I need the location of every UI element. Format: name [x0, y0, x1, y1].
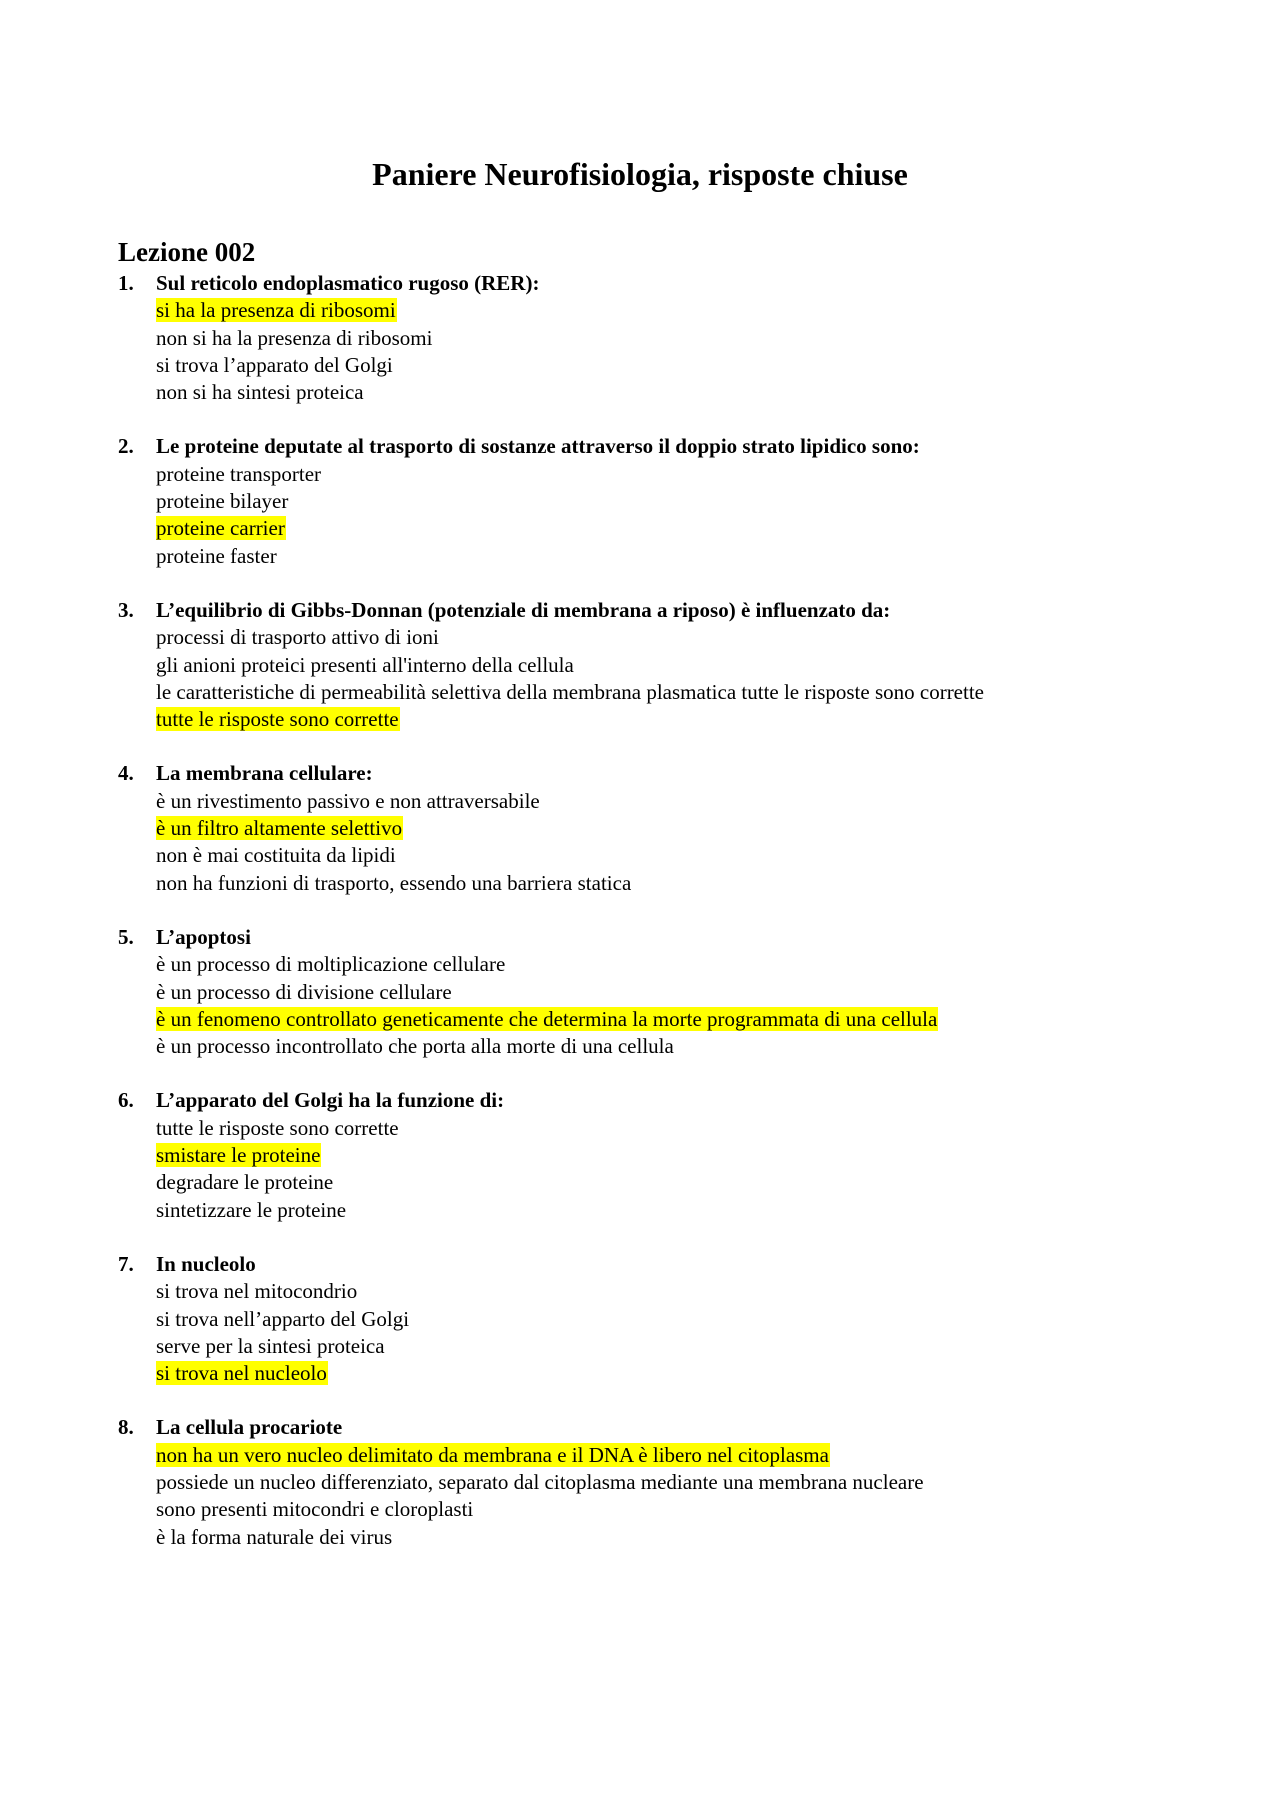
answer-text: possiede un nucleo differenziato, separato dal citoplasma mediante una membrana nucleare [156, 1469, 924, 1494]
question-text: Le proteine deputate al trasporto di sostanze attraverso il doppio strato lipidico sono: [156, 434, 920, 459]
answer-text: gli anioni proteici presenti all'interno della cellula [156, 652, 574, 677]
answer-option [156, 951, 1176, 978]
answer-text: è un rivestimento passivo e non attraversabile [156, 788, 540, 813]
answer-list [0, 1115, 1280, 1224]
question-number: 6. [118, 1088, 134, 1113]
question-item [0, 1251, 1280, 1387]
answer-option-correct [156, 1142, 1176, 1169]
answer-option-correct [156, 515, 1176, 542]
answer-text: non si ha sintesi proteica [156, 380, 364, 405]
highlighted-answer-text: proteine carrier [156, 516, 285, 541]
answer-option [156, 1469, 1176, 1496]
highlighted-answer-text: tutte le risposte sono corrette [156, 707, 399, 732]
answer-option [156, 1197, 1176, 1224]
question-text: La cellula procariote [156, 1415, 343, 1440]
question-item [0, 1414, 1280, 1550]
answer-option [156, 870, 1176, 897]
answer-option [156, 352, 1176, 379]
answer-list [0, 788, 1280, 897]
highlighted-answer-text: smistare le proteine [156, 1143, 321, 1168]
question-item [0, 433, 1280, 569]
answer-option [156, 379, 1176, 406]
answer-option [156, 1496, 1176, 1523]
answer-list [0, 297, 1280, 406]
answer-option [156, 679, 1176, 706]
question-number: 2. [118, 434, 134, 459]
answer-option-correct [156, 1360, 1176, 1387]
answer-option [156, 1524, 1176, 1551]
answer-text: non è mai costituita da lipidi [156, 843, 396, 868]
answer-option [156, 1278, 1176, 1305]
answer-option [156, 543, 1176, 570]
answer-option [156, 624, 1176, 651]
question-text: L’apparato del Golgi ha la funzione di: [156, 1088, 505, 1113]
answer-option [156, 1115, 1176, 1142]
answer-text: è un processo di moltiplicazione cellulare [156, 952, 506, 977]
answer-option [156, 488, 1176, 515]
answer-list [0, 624, 1280, 733]
lesson-heading: Lezione 002 [118, 237, 256, 267]
question-item [0, 924, 1280, 1060]
answer-text: si trova nel mitocondrio [156, 1279, 358, 1304]
question-number: 1. [118, 271, 134, 295]
question-number: 3. [118, 597, 134, 622]
answer-text: si trova nell’apparto del Golgi [156, 1306, 410, 1331]
answer-option [156, 652, 1176, 679]
answer-option [156, 325, 1176, 352]
answer-text: è un processo di divisione cellulare [156, 979, 452, 1004]
answer-option-correct [156, 1006, 1176, 1033]
answer-text: degradare le proteine [156, 1170, 334, 1195]
answer-text: si trova l’apparato del Golgi [156, 352, 393, 377]
answer-text: proteine transporter [156, 461, 322, 486]
answer-text: è la forma naturale dei virus [156, 1524, 393, 1549]
question-item [0, 760, 1280, 896]
question-text: L’apoptosi [156, 924, 251, 949]
answer-text: processi di trasporto attivo di ioni [156, 625, 439, 650]
highlighted-answer-text: è un fenomeno controllato geneticamente che determina la morte programmata di una cellula [156, 1006, 938, 1031]
question-number: 8. [118, 1415, 134, 1440]
answer-option [156, 979, 1176, 1006]
answer-option-correct [156, 1442, 1176, 1469]
answer-list [0, 1278, 1280, 1387]
answer-text: tutte le risposte sono corrette [156, 1115, 399, 1140]
answer-list [0, 461, 1280, 570]
answer-option [156, 1169, 1176, 1196]
answer-option [156, 1033, 1176, 1060]
question-number: 5. [118, 924, 134, 949]
question-text: La membrana cellulare: [156, 761, 373, 786]
answer-option [156, 1306, 1176, 1333]
answer-list [0, 1442, 1280, 1551]
question-number: 4. [118, 761, 134, 786]
highlighted-answer-text: si ha la presenza di ribosomi [156, 298, 396, 323]
question-text: In nucleolo [156, 1251, 256, 1276]
answer-option-correct [156, 706, 1176, 733]
question-text: L’equilibrio di Gibbs-Donnan (potenziale di membrana a riposo) è influenzato da: [156, 597, 891, 622]
answer-text: sintetizzare le proteine [156, 1197, 347, 1222]
question-text: Sul reticolo endoplasmatico rugoso (RER): [156, 271, 540, 295]
answer-text: serve per la sintesi proteica [156, 1333, 385, 1358]
question-item [0, 597, 1280, 733]
highlighted-answer-text: si trova nel nucleolo [156, 1361, 327, 1386]
answer-option [156, 1333, 1176, 1360]
answer-option-correct [156, 815, 1176, 842]
question-item [0, 270, 1280, 406]
answer-list [0, 951, 1280, 1060]
answer-text: non si ha la presenza di ribosomi [156, 325, 433, 350]
answer-text: le caratteristiche di permeabilità selettiva della membrana plasmatica tutte le risposte sono corrette [156, 679, 984, 704]
answer-text: proteine bilayer [156, 489, 289, 514]
answer-text: non ha funzioni di trasporto, essendo una barriera statica [156, 870, 632, 895]
question-number: 7. [118, 1251, 134, 1276]
page-title: Paniere Neurofisiologia, risposte chiuse [372, 156, 908, 192]
answer-text: proteine faster [156, 543, 277, 568]
highlighted-answer-text: non ha un vero nucleo delimitato da membrana e il DNA è libero nel citoplasma [156, 1442, 829, 1467]
highlighted-answer-text: è un filtro altamente selettivo [156, 816, 403, 841]
answer-option [156, 461, 1176, 488]
question-item [0, 1087, 1280, 1223]
answer-option [156, 842, 1176, 869]
answer-text: sono presenti mitocondri e cloroplasti [156, 1497, 474, 1522]
answer-option [156, 788, 1176, 815]
answer-text: è un processo incontrollato che porta alla morte di una cellula [156, 1034, 674, 1059]
question-list [0, 270, 1280, 1578]
answer-option-correct [156, 297, 1176, 324]
